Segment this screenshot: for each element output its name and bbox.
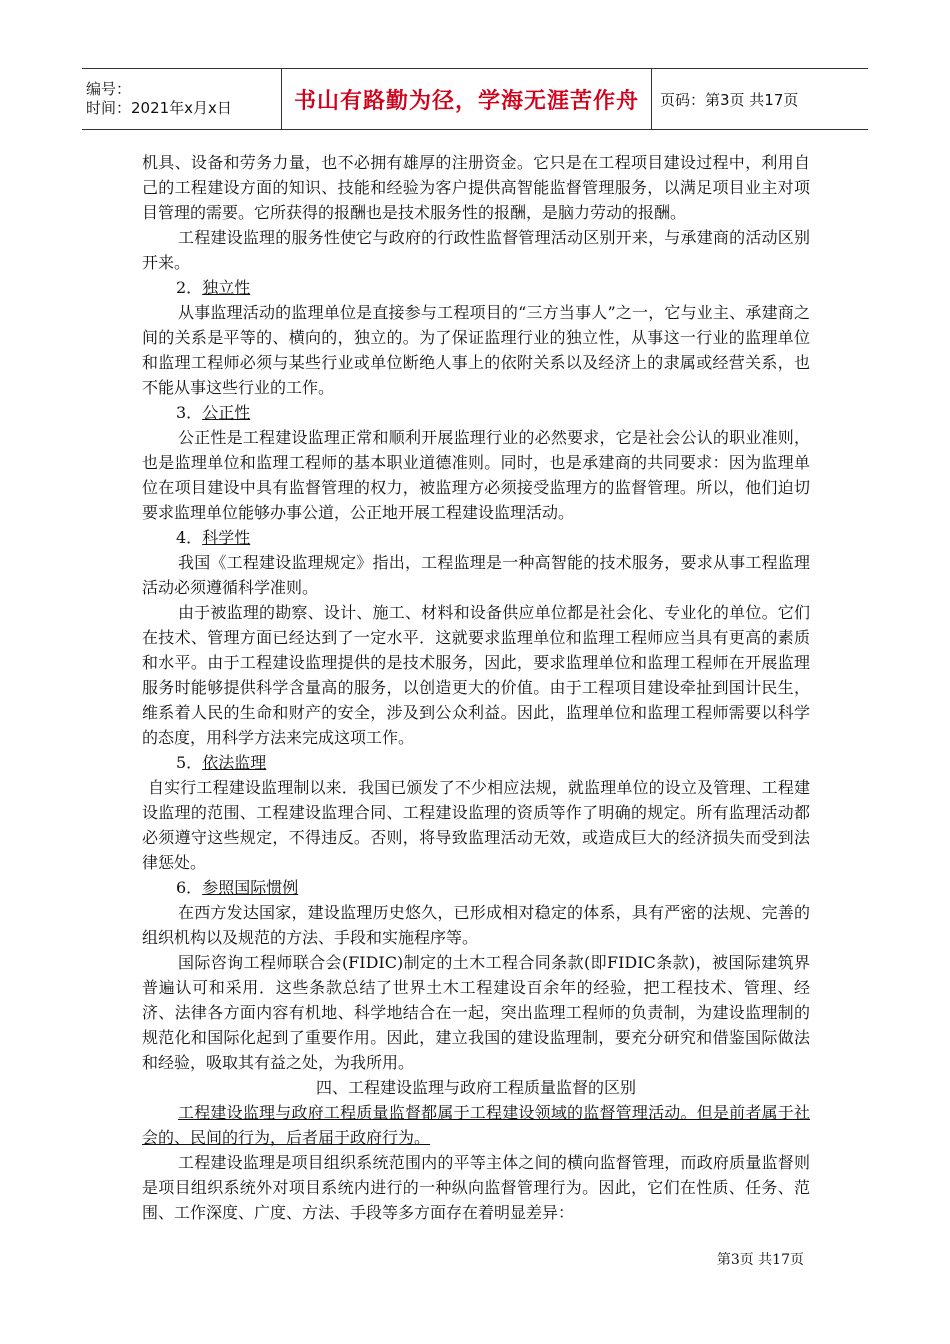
document-body — [142, 150, 810, 1225]
paragraph-7: 自实行工程建设监理制以来．我国已颁发了不少相应法规，就监理单位的设立及管理、工程建设监理的范围、工程建设监理合同、工程建设监理的资质等作了明确的规定。所有监理活动都必须遵守这些规定，不得违反。否则，将导致监理活动无效，或造成巨大的经济损失而受到法律惩处。 — [142, 778, 810, 872]
page-header — [82, 68, 868, 130]
number-label: 编号： — [86, 80, 132, 98]
paragraph-8: 在西方发达国家，建设监理历史悠久，已形成相对稳定的体系，具有严密的法规、完善的组织机构以及规范的方法、手段和实施程序等。 — [142, 903, 810, 947]
heading-number: 2． — [176, 278, 203, 297]
paragraph-3: 从事监理活动的监理单位是直接参与工程项目的“三方当事人”之一，它与业主、承建商之间的关系是平等的、横向的，独立的。为了保证监理行业的独立性，从事这一行业的监理单位和监理工程师必须与某些行业或单位断绝人事上的依附关系以及经济上的隶属或经营关系，也不能从事这些行业的工作。 — [142, 303, 810, 397]
header-right — [652, 69, 868, 129]
paragraph-11: 工程建设监理是项目组织系统范围内的平等主体之间的横向监督管理，而政府质量监督则是项目组织系统外对项目系统内进行的一种纵向监督管理行为。因此，它们在性质、任务、范围、工作深度、广度、方法、手段等多方面存在着明显差异： — [142, 1153, 810, 1222]
page-footer: 第3页 共17页 — [716, 1252, 804, 1268]
paragraph-10 — [142, 1100, 810, 1150]
paragraph-1: 机具、设备和劳务力量，也不必拥有雄厚的注册资金。它只是在工程项目建设过程中，利用自己的工程建设方面的知识、技能和经验为客户提供高智能监督管理服务，以满足项目业主对项目管理的需要。它所获得的报酬也是技术服务性的报酬，是脑力劳动的报酬。 — [142, 153, 810, 222]
header-left — [82, 69, 282, 129]
header-middle — [282, 69, 652, 129]
heading-text: 独立性 — [202, 278, 251, 297]
heading-text: 科学性 — [202, 528, 251, 547]
heading-number: 6． — [176, 878, 203, 897]
heading-scientific — [142, 525, 810, 550]
motto: 书山有路勤为径，学海无涯苦作舟 — [293, 88, 639, 114]
heading-international — [142, 875, 810, 900]
paragraph-9: 国际咨询工程师联合会(FIDIC)制定的土木工程合同条款(即FIDIC条款)，被国际建筑界普遍认可和采用．这些条款总结了世界土木工程建设百余年的经验，把工程技术、管理、经济、法律各方面内容有机地、科学地结合在一起，突出监理工程师的负责制，为建设监理制的规范化和国际化起到了重要作用。因此，建立我国的建设监理制，要充分研究和借鉴国际做法和经验，吸取其有益之处，为我所用。 — [142, 953, 810, 1072]
paragraph-5: 我国《工程建设监理规定》指出，工程监理是一种高智能的技术服务，要求从事工程监理活动必须遵循科学准则。 — [142, 553, 810, 597]
heading-text: 依法监理 — [202, 753, 267, 772]
paragraph-2: 工程建设监理的服务性使它与政府的行政性监督管理活动区别开来，与承建商的活动区别开来。 — [142, 228, 810, 272]
heading-number: 3． — [176, 403, 203, 422]
page-label: 页码：第3页 共17页 — [660, 90, 799, 109]
underlined-text: 工程建设监理与政府工程质量监督都属于工程建设领域的监督管理活动。但是前者属于社会的、民间的行为，后者届于政府行为。 — [142, 1103, 810, 1147]
paragraph-6: 由于被监理的勘察、设计、施工、材料和设备供应单位都是社会化、专业化的单位。它们在技术、管理方面已经达到了一定水平．这就要求监理单位和监理工程师应当具有更高的素质和水平。由于工程建设监理提供的是技术服务，因此，要求监理单位和监理工程师在开展监理服务时能够提供科学含量高的服务，以创造更大的价值。由于工程项目建设牵扯到国计民生，维系着人民的生命和财产的安全，涉及到公众利益。因此，监理单位和监理工程师需要以科学的态度，用科学方法来完成这项工作。 — [142, 603, 810, 747]
paragraph-4: 公正性是工程建设监理正常和顺利开展监理行业的必然要求，它是社会公认的职业准则，也是监理单位和监理工程师的基本职业道德准则。同时，也是承建商的共同要求：因为监理单位在项目建设中具有监督管理的权力，被监理方必须接受监理方的监督管理。所以，他们迫切要求监理单位能够办事公道，公正地开展工程建设监理活动。 — [142, 428, 810, 522]
heading-fairness — [142, 400, 810, 425]
heading-text: 公正性 — [202, 403, 251, 422]
heading-number: 5． — [176, 753, 203, 772]
heading-number: 4． — [176, 528, 203, 547]
time-label: 时间：2021年x月x日 — [86, 99, 232, 117]
section-heading: 四、工程建设监理与政府工程质量监督的区别 — [315, 1078, 636, 1097]
heading-lawful — [142, 750, 810, 775]
heading-text: 参照国际惯例 — [202, 878, 299, 897]
heading-independence — [142, 275, 810, 300]
